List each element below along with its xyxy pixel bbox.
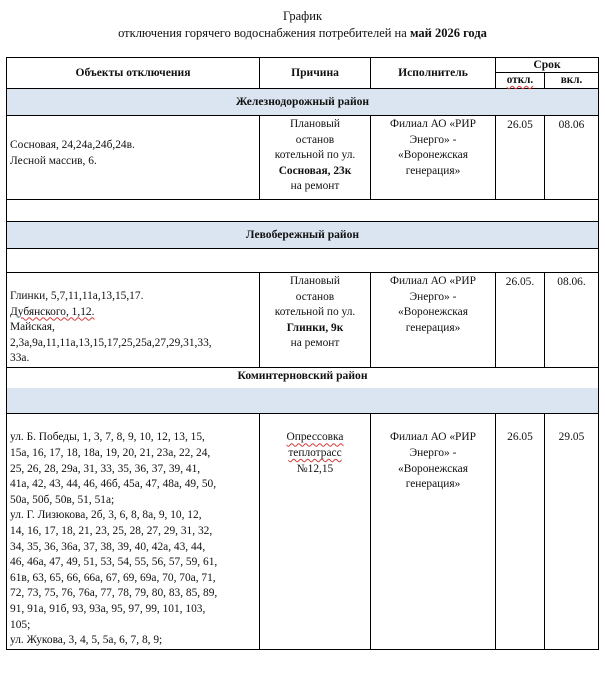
district-row: [7, 367, 599, 388]
on-date: 08.06: [545, 116, 599, 200]
header-executor: Исполнитель: [371, 58, 496, 89]
subtitle-line: [0, 25, 605, 42]
title-line: График: [282, 9, 323, 23]
object-line: 34, 35, 36, 36а, 37, 38, 39, 40, 42а, 43, 44,: [10, 540, 206, 553]
object-line: 2,3а,9а,11,11а,13,15,17,25,25а,27,29,31,33,: [10, 336, 212, 349]
table-row: [7, 116, 599, 200]
header-objects: Объекты отключения: [7, 58, 260, 89]
object-line: 15а, 16, 17, 18, 18а, 19, 20, 21, 23а, 22, 24,: [10, 447, 211, 460]
off-date: 26.05: [496, 116, 545, 200]
object-line: Сосновая, 24,24а,24б,24в.: [10, 139, 135, 151]
object-line: Лесной массив, 6.: [10, 154, 97, 167]
off-date: 26.05: [496, 414, 545, 649]
object-line: ул. Б. Победы, 1, 3, 7, 8, 9, 10, 12, 13, 15,: [10, 431, 205, 444]
object-line: Дубянского, 1,12.: [10, 305, 95, 318]
district-name: Левобережный район: [7, 222, 599, 249]
reason-cell: Плановый останов котельной по ул. Глинки, 9к на ремонт: [260, 273, 371, 368]
on-date: 29.05: [545, 414, 599, 649]
off-date: 26.05.: [496, 273, 545, 368]
document-title: [0, 8, 605, 42]
district-row: [7, 89, 599, 116]
boiler-address: Глинки, 9к: [286, 321, 344, 334]
object-line: 61в, 63, 65, 66, 66а, 67, 69, 69а, 70, 70а, 71,: [10, 571, 216, 584]
object-line: 41а, 42, 43, 44, 46, 46б, 45а, 47, 48а, 49, 50,: [10, 478, 217, 491]
object-line: Глинки, 5,7,11,11а,13,15,17.: [10, 290, 144, 302]
header-on: вкл.: [545, 73, 599, 89]
table-header-row: [7, 58, 599, 73]
table-row: [7, 273, 599, 368]
executor-cell: Филиал АО «РИР Энерго» - «Воронежская генерация»: [371, 273, 496, 368]
reason-cell: Плановый останов котельной по ул. Сосновая, 23к на ремонт: [260, 116, 371, 200]
header-reason: Причина: [260, 58, 371, 89]
object-line: 50а, 50б, 50в, 51, 51а;: [10, 493, 115, 506]
object-line: 105;: [10, 618, 31, 631]
schedule-table: [6, 57, 599, 650]
district-row: [7, 222, 599, 249]
objects-cell: [7, 273, 260, 368]
objects-cell: [7, 116, 260, 200]
reason-cell: Опрессовка теплотрасс №12,15: [260, 414, 371, 649]
executor-cell: Филиал АО «РИР Энерго» - «Воронежская генерация»: [371, 414, 496, 649]
object-line: 33а.: [10, 352, 30, 365]
object-line: ул. Жукова, 3, 4, 5, 5а, 6, 7, 8, 9;: [10, 634, 163, 647]
spacer-row: [7, 388, 599, 414]
table-row: [7, 414, 599, 649]
object-line: 25, 26, 28, 29а, 31, 33, 35, 36, 37, 39, 41,: [10, 462, 201, 475]
object-line: 46, 46а, 47, 49, 51, 53, 54, 55, 56, 57, 59, 61,: [10, 556, 218, 569]
district-name: Коминтерновский район: [7, 367, 599, 388]
header-off: откл.: [496, 73, 545, 89]
object-line: 14, 16, 17, 18, 21, 23, 25, 28, 27, 29, 31, 32,: [10, 525, 213, 538]
on-date: 08.06.: [545, 273, 599, 368]
object-line: Майская,: [10, 321, 55, 334]
header-term: Срок: [496, 58, 599, 73]
object-line: ул. Г. Лизюкова, 2б, 3, 6, 8, 8а, 9, 10, 12,: [10, 509, 202, 522]
object-line: 72, 73, 75, 76, 76а, 77, 78, 79, 80, 83, 85, 89,: [10, 587, 218, 600]
boiler-address: Сосновая, 23к: [278, 164, 352, 177]
spacer-row: [7, 200, 599, 222]
subtitle-prefix: отключения горячего водоснабжения потребителей на: [118, 26, 407, 40]
subtitle-period: май 2026 года: [409, 26, 487, 40]
district-name: Железнодорожный район: [7, 89, 599, 116]
executor-cell: Филиал АО «РИР Энерго» - «Воронежская генерация»: [371, 116, 496, 200]
object-line: 91, 91а, 91б, 93, 93а, 95, 97, 99, 101, 103,: [10, 603, 206, 615]
objects-cell: [7, 414, 260, 649]
spacer-row: [7, 249, 599, 273]
